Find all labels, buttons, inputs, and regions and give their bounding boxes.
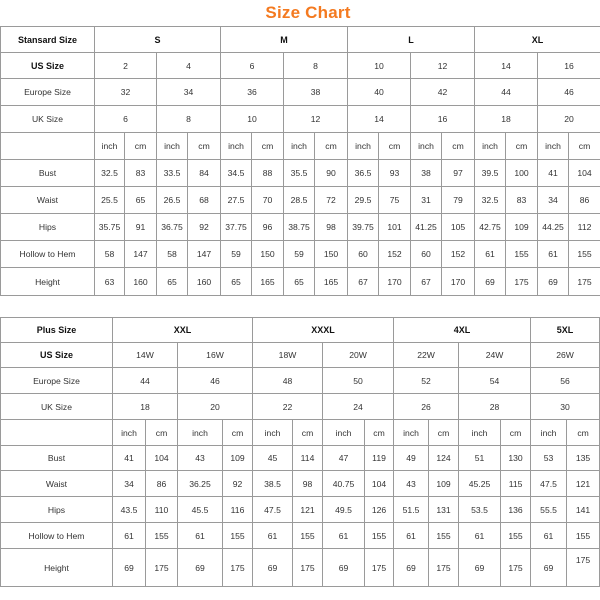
size-l-header: L [348, 27, 475, 53]
measure-cell: 28.5 [284, 187, 315, 214]
standard-units-row [1, 133, 600, 160]
uk-size-cell: 12 [284, 106, 348, 133]
measure-cell: 79 [442, 187, 475, 214]
measure-cell: 39.75 [348, 214, 379, 241]
measure-cell: 112 [569, 214, 600, 241]
us-size-cell: 24W [459, 343, 531, 368]
unit-cell: cm [293, 420, 323, 446]
us-size-label: US Size [1, 343, 113, 368]
measure-cell: 42.75 [475, 214, 506, 241]
measure-cell: 41 [113, 446, 146, 471]
measure-cell: 155 [146, 523, 178, 549]
measure-cell: 59 [221, 241, 252, 268]
unit-cell: cm [567, 420, 600, 446]
europe-size-cell: 46 [538, 79, 600, 106]
us-size-cell: 2 [95, 53, 157, 79]
standard-height-row [1, 268, 600, 296]
size-xxl-header: XXL [113, 318, 253, 343]
uk-size-cell: 18 [475, 106, 538, 133]
measure-cell: 98 [315, 214, 348, 241]
plus-europe-row [1, 368, 600, 394]
measure-cell: 69 [538, 268, 569, 296]
unit-cell: cm [429, 420, 459, 446]
measure-cell: 51.5 [394, 497, 429, 523]
measure-cell: 97 [442, 160, 475, 187]
measure-cell: 93 [379, 160, 411, 187]
measure-cell: 98 [293, 471, 323, 497]
measure-cell: 41.25 [411, 214, 442, 241]
us-size-cell: 6 [221, 53, 284, 79]
measure-cell: 38.5 [253, 471, 293, 497]
measure-cell: 116 [223, 497, 253, 523]
measure-cell: 86 [146, 471, 178, 497]
us-size-cell: 12 [411, 53, 475, 79]
europe-size-cell: 42 [411, 79, 475, 106]
measure-cell: 36.25 [178, 471, 223, 497]
europe-size-cell: 38 [284, 79, 348, 106]
europe-size-cell: 34 [157, 79, 221, 106]
unit-cell: cm [315, 133, 348, 160]
measure-cell: 36.75 [157, 214, 188, 241]
measure-cell: 67 [411, 268, 442, 296]
measure-cell: 152 [442, 241, 475, 268]
measure-cell: 61 [459, 523, 501, 549]
measure-cell: 83 [125, 160, 157, 187]
us-size-cell: 26W [531, 343, 600, 368]
measure-cell: 61 [538, 241, 569, 268]
measure-cell: 115 [501, 471, 531, 497]
measure-cell: 100 [506, 160, 538, 187]
standard-size-table [0, 26, 600, 296]
unit-cell: inch [157, 133, 188, 160]
measure-cell: 121 [567, 471, 600, 497]
measure-cell: 32.5 [95, 160, 125, 187]
uk-size-cell: 20 [178, 394, 253, 420]
measure-cell: 92 [188, 214, 221, 241]
height-label: Height [1, 268, 95, 296]
measure-cell: 136 [501, 497, 531, 523]
europe-size-cell: 48 [253, 368, 323, 394]
measure-cell: 43 [178, 446, 223, 471]
measure-cell: 61 [531, 523, 567, 549]
measure-cell: 109 [506, 214, 538, 241]
measure-cell: 63 [95, 268, 125, 296]
measure-cell: 34.5 [221, 160, 252, 187]
uk-size-cell: 28 [459, 394, 531, 420]
measure-cell: 51 [459, 446, 501, 471]
uk-size-cell: 24 [323, 394, 394, 420]
measure-cell: 131 [429, 497, 459, 523]
measure-cell: 53.5 [459, 497, 501, 523]
unit-cell: inch [411, 133, 442, 160]
measure-cell: 35.75 [95, 214, 125, 241]
unit-cell: cm [506, 133, 538, 160]
bust-label: Bust [1, 160, 95, 187]
measure-cell: 68 [188, 187, 221, 214]
units-corner [1, 133, 95, 160]
measure-cell: 45.25 [459, 471, 501, 497]
unit-cell: inch [95, 133, 125, 160]
unit-cell: cm [379, 133, 411, 160]
measure-cell: 126 [365, 497, 394, 523]
size-4xl-header: 4XL [394, 318, 531, 343]
europe-size-cell: 50 [323, 368, 394, 394]
uk-size-cell: 20 [538, 106, 600, 133]
measure-cell: 83 [506, 187, 538, 214]
measure-cell: 33.5 [157, 160, 188, 187]
measure-cell: 155 [429, 523, 459, 549]
measure-cell: 160 [188, 268, 221, 296]
measure-cell: 61 [113, 523, 146, 549]
standard-hollow-to-hem-row [1, 241, 600, 268]
unit-cell: cm [252, 133, 284, 160]
standard-uk-row [1, 106, 600, 133]
plus-size-table [0, 317, 600, 587]
measure-cell: 104 [146, 446, 178, 471]
uk-size-cell: 26 [394, 394, 459, 420]
unit-cell: inch [113, 420, 146, 446]
plus-us-row [1, 343, 600, 368]
measure-cell: 37.75 [221, 214, 252, 241]
measure-cell: 47 [323, 446, 365, 471]
us-size-cell: 10 [348, 53, 411, 79]
measure-cell: 152 [379, 241, 411, 268]
plus-bust-row [1, 446, 600, 471]
measure-cell: 175 [146, 549, 178, 587]
measure-cell: 121 [293, 497, 323, 523]
uk-size-cell: 10 [221, 106, 284, 133]
measure-cell: 47.5 [253, 497, 293, 523]
europe-size-label: Europe Size [1, 79, 95, 106]
waist-label: Waist [1, 471, 113, 497]
unit-cell: cm [146, 420, 178, 446]
measure-cell: 88 [252, 160, 284, 187]
measure-cell: 53 [531, 446, 567, 471]
measure-cell: 175 [293, 549, 323, 587]
us-size-cell: 18W [253, 343, 323, 368]
plus-units-row [1, 420, 600, 446]
measure-cell: 101 [379, 214, 411, 241]
measure-cell: 61 [394, 523, 429, 549]
hollow-to-hem-label: Hollow to Hem [1, 241, 95, 268]
measure-cell: 86 [569, 187, 600, 214]
measure-cell: 165 [252, 268, 284, 296]
measure-cell: 35.5 [284, 160, 315, 187]
measure-cell: 47.5 [531, 471, 567, 497]
uk-size-cell: 18 [113, 394, 178, 420]
measure-cell: 175 [223, 549, 253, 587]
uk-size-cell: 22 [253, 394, 323, 420]
measure-cell: 105 [442, 214, 475, 241]
europe-size-cell: 44 [475, 79, 538, 106]
hips-label: Hips [1, 497, 113, 523]
us-size-cell: 14 [475, 53, 538, 79]
size-xxxl-header: XXXL [253, 318, 394, 343]
measure-cell: 165 [315, 268, 348, 296]
size-5xl-header: 5XL [531, 318, 600, 343]
measure-cell: 84 [188, 160, 221, 187]
unit-cell: inch [253, 420, 293, 446]
unit-cell: cm [125, 133, 157, 160]
uk-size-cell: 30 [531, 394, 600, 420]
uk-size-label: UK Size [1, 394, 113, 420]
standard-hips-row [1, 214, 600, 241]
measure-cell: 49 [394, 446, 429, 471]
measure-cell: 150 [315, 241, 348, 268]
measure-cell: 96 [252, 214, 284, 241]
standard-us-row [1, 53, 600, 79]
measure-cell: 31 [411, 187, 442, 214]
plus-height-row [1, 549, 600, 587]
measure-cell: 43.5 [113, 497, 146, 523]
measure-cell: 175 [501, 549, 531, 587]
europe-size-cell: 32 [95, 79, 157, 106]
measure-cell: 26.5 [157, 187, 188, 214]
unit-cell: inch [284, 133, 315, 160]
measure-cell: 55.5 [531, 497, 567, 523]
uk-size-cell: 8 [157, 106, 221, 133]
europe-size-cell: 46 [178, 368, 253, 394]
size-s-header: S [95, 27, 221, 53]
measure-cell: 150 [252, 241, 284, 268]
measure-cell: 109 [429, 471, 459, 497]
measure-cell: 41 [538, 160, 569, 187]
measure-cell: 69 [475, 268, 506, 296]
unit-cell: inch [178, 420, 223, 446]
unit-cell: inch [459, 420, 501, 446]
uk-size-label: UK Size [1, 106, 95, 133]
measure-cell: 155 [293, 523, 323, 549]
unit-cell: inch [394, 420, 429, 446]
unit-cell: inch [475, 133, 506, 160]
measure-cell: 124 [429, 446, 459, 471]
measure-cell: 38 [411, 160, 442, 187]
measure-cell: 43 [394, 471, 429, 497]
europe-size-cell: 54 [459, 368, 531, 394]
unit-cell: cm [365, 420, 394, 446]
measure-cell: 141 [567, 497, 600, 523]
measure-cell: 61 [178, 523, 223, 549]
measure-cell: 34 [538, 187, 569, 214]
unit-cell: inch [531, 420, 567, 446]
standard-waist-row [1, 187, 600, 214]
measure-cell: 110 [146, 497, 178, 523]
plus-hollow-to-hem-row [1, 523, 600, 549]
unit-cell: inch [221, 133, 252, 160]
unit-cell: cm [223, 420, 253, 446]
measure-cell: 90 [315, 160, 348, 187]
measure-cell: 155 [506, 241, 538, 268]
measure-cell: 104 [365, 471, 394, 497]
measure-cell: 59 [284, 241, 315, 268]
measure-cell: 147 [125, 241, 157, 268]
measure-cell: 60 [411, 241, 442, 268]
size-m-header: M [221, 27, 348, 53]
measure-cell: 38.75 [284, 214, 315, 241]
measure-cell: 75 [379, 187, 411, 214]
measure-cell: 27.5 [221, 187, 252, 214]
measure-cell: 91 [125, 214, 157, 241]
us-size-cell: 22W [394, 343, 459, 368]
measure-cell: 45 [253, 446, 293, 471]
measure-cell: 58 [95, 241, 125, 268]
waist-label: Waist [1, 187, 95, 214]
measure-cell: 170 [442, 268, 475, 296]
measure-cell: 65 [221, 268, 252, 296]
measure-cell: 65 [157, 268, 188, 296]
measure-cell: 155 [569, 241, 600, 268]
measure-cell: 58 [157, 241, 188, 268]
measure-cell: 160 [125, 268, 157, 296]
measure-cell: 61 [323, 523, 365, 549]
measure-cell: 70 [252, 187, 284, 214]
measure-cell: 45.5 [178, 497, 223, 523]
bust-label: Bust [1, 446, 113, 471]
size-xl-header: XL [475, 27, 600, 53]
measure-cell: 170 [379, 268, 411, 296]
us-size-label: US Size [1, 53, 95, 79]
measure-cell: 104 [569, 160, 600, 187]
europe-size-cell: 52 [394, 368, 459, 394]
measure-cell: 175 [569, 268, 600, 296]
measure-cell: 175 [567, 549, 600, 587]
measure-cell: 25.5 [95, 187, 125, 214]
measure-cell: 92 [223, 471, 253, 497]
measure-cell: 39.5 [475, 160, 506, 187]
us-size-cell: 20W [323, 343, 394, 368]
measure-cell: 69 [394, 549, 429, 587]
plus-hips-row [1, 497, 600, 523]
europe-size-label: Europe Size [1, 368, 113, 394]
measure-cell: 40.75 [323, 471, 365, 497]
measure-cell: 175 [365, 549, 394, 587]
measure-cell: 119 [365, 446, 394, 471]
measure-cell: 69 [178, 549, 223, 587]
us-size-cell: 14W [113, 343, 178, 368]
measure-cell: 175 [506, 268, 538, 296]
unit-cell: inch [323, 420, 365, 446]
unit-cell: cm [501, 420, 531, 446]
size-chart-title: Size Chart [265, 3, 351, 22]
europe-size-cell: 44 [113, 368, 178, 394]
measure-cell: 44.25 [538, 214, 569, 241]
measure-cell: 49.5 [323, 497, 365, 523]
unit-cell: cm [188, 133, 221, 160]
measure-cell: 32.5 [475, 187, 506, 214]
measure-cell: 65 [284, 268, 315, 296]
us-size-cell: 16W [178, 343, 253, 368]
uk-size-cell: 16 [411, 106, 475, 133]
hollow-to-hem-label: Hollow to Hem [1, 523, 113, 549]
measure-cell: 61 [475, 241, 506, 268]
measure-cell: 114 [293, 446, 323, 471]
plus-corner-label: Plus Size [1, 318, 113, 343]
measure-cell: 147 [188, 241, 221, 268]
plus-uk-row [1, 394, 600, 420]
us-size-cell: 4 [157, 53, 221, 79]
standard-corner-label: Stansard Size [1, 27, 95, 53]
measure-cell: 135 [567, 446, 600, 471]
measure-cell: 155 [365, 523, 394, 549]
measure-cell: 65 [125, 187, 157, 214]
measure-cell: 69 [113, 549, 146, 587]
measure-cell: 72 [315, 187, 348, 214]
measure-cell: 29.5 [348, 187, 379, 214]
measure-cell: 36.5 [348, 160, 379, 187]
us-size-cell: 16 [538, 53, 600, 79]
measure-cell: 175 [429, 549, 459, 587]
europe-size-cell: 56 [531, 368, 600, 394]
measure-cell: 69 [323, 549, 365, 587]
height-label: Height [1, 549, 113, 587]
uk-size-cell: 14 [348, 106, 411, 133]
standard-bust-row [1, 160, 600, 187]
measure-cell: 155 [567, 523, 600, 549]
measure-cell: 130 [501, 446, 531, 471]
measure-cell: 69 [531, 549, 567, 587]
europe-size-cell: 40 [348, 79, 411, 106]
measure-cell: 60 [348, 241, 379, 268]
unit-cell: cm [569, 133, 600, 160]
hips-label: Hips [1, 214, 95, 241]
plus-waist-row [1, 471, 600, 497]
measure-cell: 34 [113, 471, 146, 497]
unit-cell: cm [442, 133, 475, 160]
unit-cell: inch [538, 133, 569, 160]
measure-cell: 155 [223, 523, 253, 549]
measure-cell: 67 [348, 268, 379, 296]
europe-size-cell: 36 [221, 79, 284, 106]
measure-cell: 61 [253, 523, 293, 549]
uk-size-cell: 6 [95, 106, 157, 133]
measure-cell: 69 [253, 549, 293, 587]
unit-cell: inch [348, 133, 379, 160]
units-corner [1, 420, 113, 446]
measure-cell: 69 [459, 549, 501, 587]
measure-cell: 155 [501, 523, 531, 549]
us-size-cell: 8 [284, 53, 348, 79]
standard-europe-row [1, 79, 600, 106]
measure-cell: 109 [223, 446, 253, 471]
